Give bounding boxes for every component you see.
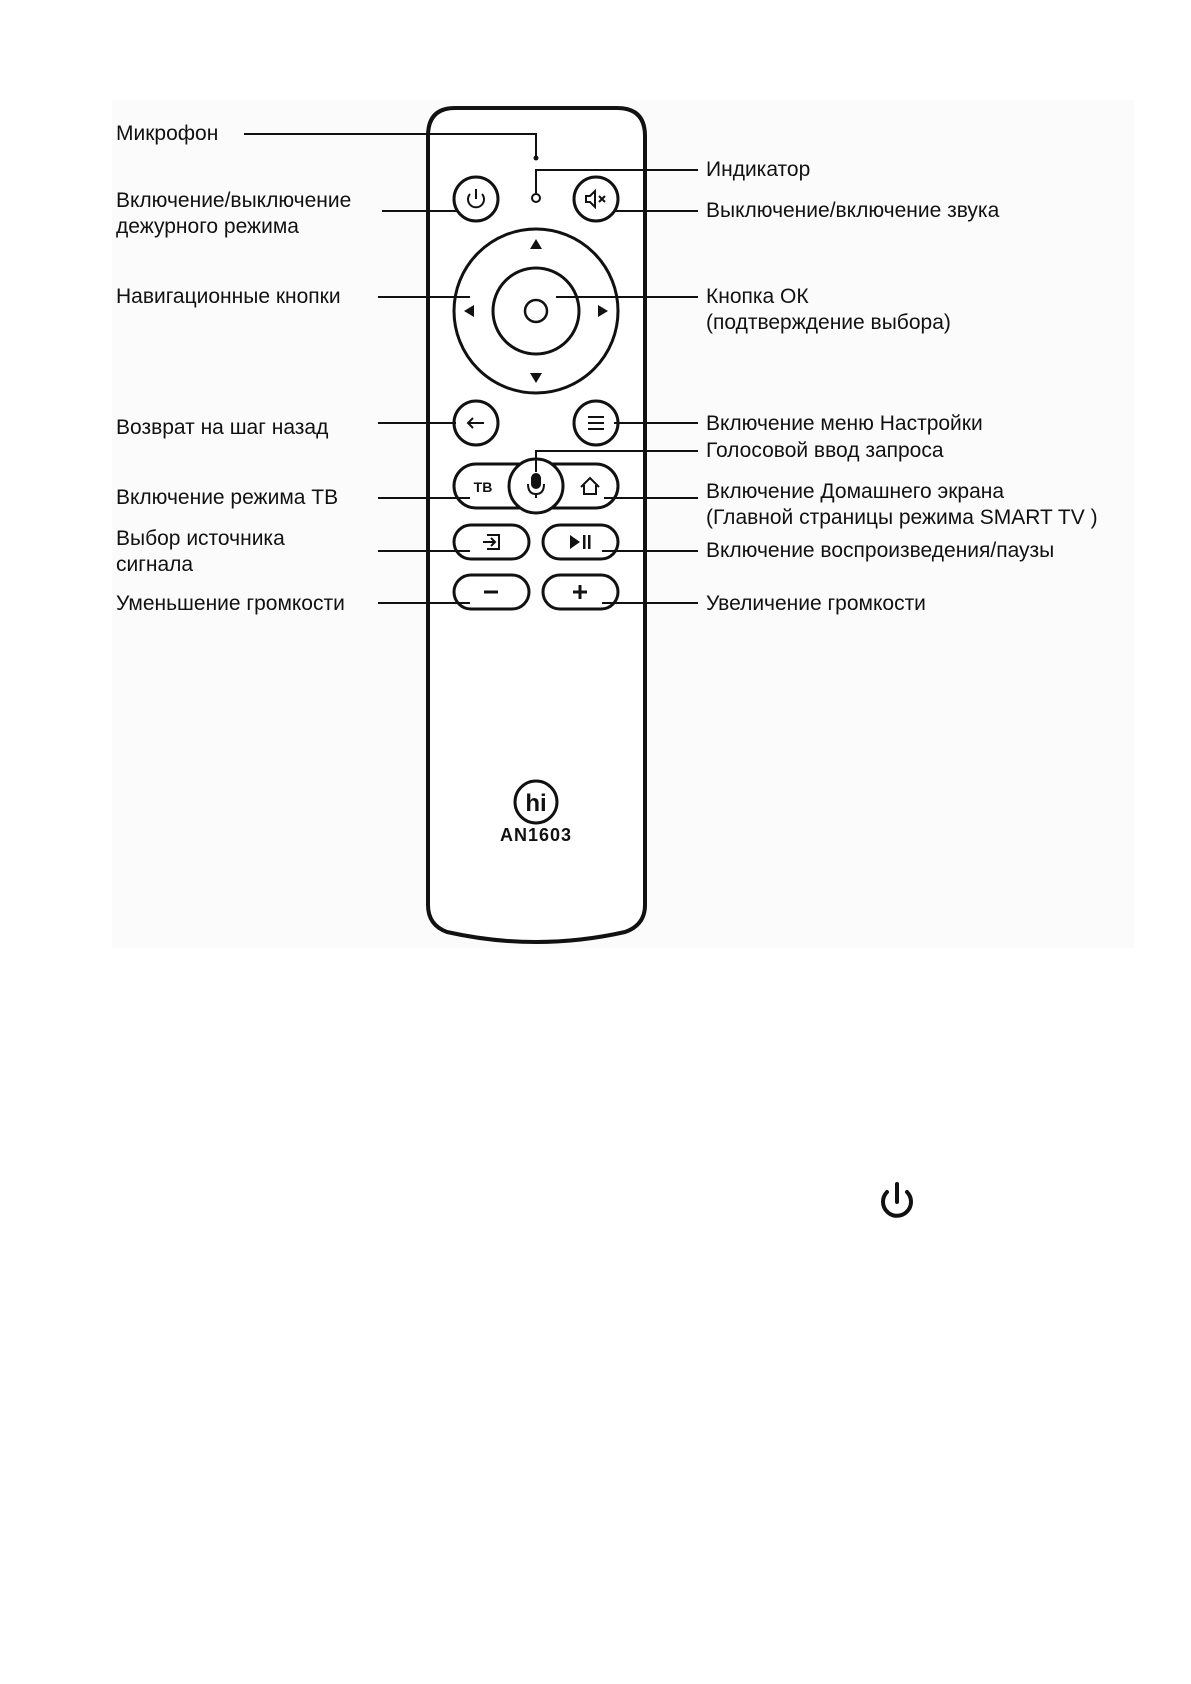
callout-back: Возврат на шаг назад: [116, 416, 329, 439]
source-button[interactable]: [454, 525, 529, 559]
callout-ok: [706, 284, 951, 336]
tv-button-label: ТВ: [473, 479, 493, 495]
callout-volume-up: Увеличение громкости: [706, 592, 926, 615]
model-label: AN1603: [499, 825, 573, 845]
callout-source: [116, 526, 285, 578]
brand-logo: [515, 781, 557, 823]
callout-standby-line2: дежурного режима: [116, 215, 299, 238]
callout-tv-mode: Включение режима ТВ: [116, 486, 339, 509]
brand-logo-text: hi: [525, 790, 547, 817]
callout-home-line1: Включение Домашнего экрана: [706, 480, 1005, 503]
back-button[interactable]: [454, 401, 498, 445]
callout-home-line2: (Главной страницы режима SMART TV ): [706, 506, 1098, 529]
callout-source-line2: сигнала: [116, 553, 194, 576]
menu-button[interactable]: [574, 401, 618, 445]
mute-button[interactable]: [574, 177, 618, 221]
callout-ok-line1: Кнопка ОК: [706, 285, 809, 308]
callout-volume-down: Уменьшение громкости: [116, 592, 345, 615]
power-icon: [875, 1180, 919, 1224]
play-pause-button[interactable]: [543, 525, 618, 559]
callout-ok-line2: (подтверждение выбора): [706, 311, 951, 334]
callout-mute: Выключение/включение звука: [706, 199, 1000, 222]
callout-source-line1: Выбор источника: [116, 527, 285, 550]
callout-indicator: Индикатор: [706, 158, 811, 181]
tv-mode-button[interactable]: [474, 479, 493, 495]
callout-standby: [116, 188, 351, 240]
power-button[interactable]: [454, 177, 498, 221]
callout-microphone: Микрофон: [116, 122, 219, 145]
indicator-led: [532, 194, 540, 202]
callout-voice-input: Голосовой ввод запроса: [706, 439, 944, 462]
callout-navigation: Навигационные кнопки: [116, 285, 341, 308]
callout-home: [706, 479, 1098, 531]
callout-standby-line1: Включение/выключение: [116, 189, 352, 212]
ok-button[interactable]: [493, 268, 579, 354]
callout-settings-menu: Включение меню Настройки: [706, 412, 983, 435]
callout-play-pause: Включение воспроизведения/паузы: [706, 539, 1055, 562]
